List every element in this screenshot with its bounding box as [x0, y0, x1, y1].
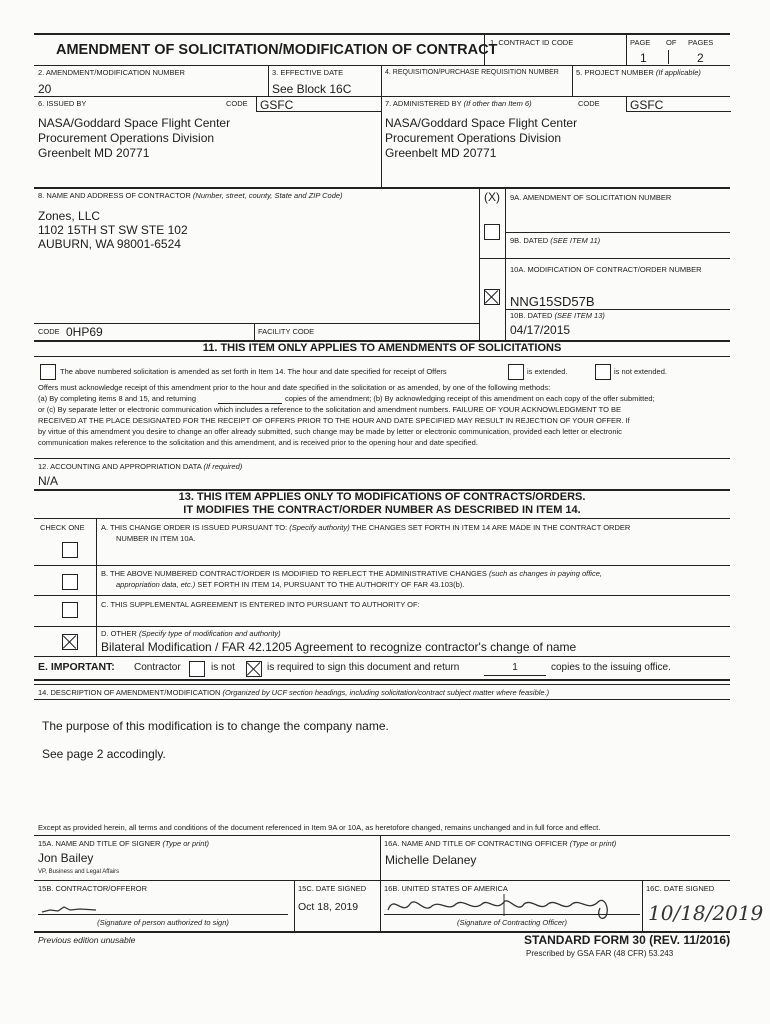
prescribed-by: Prescribed by GSA FAR (48 CFR) 53.243: [526, 949, 674, 958]
effective-date-value: See Block 16C: [272, 82, 352, 96]
divider: [642, 880, 643, 932]
divider: [668, 50, 669, 64]
option-b-text: B. THE ABOVE NUMBERED CONTRACT/ORDER IS MODIFIED TO REFLECT THE ADMINISTRATIVE CHANGES: [101, 569, 487, 578]
divider: [380, 880, 381, 932]
row-line: [34, 880, 730, 881]
row-line: [479, 258, 730, 259]
description-line1: The purpose of this modification is to change the company name.: [42, 719, 389, 733]
dated-10b-value: 04/17/2015: [510, 323, 571, 337]
divider: [381, 96, 382, 188]
admin-code-value: GSFC: [630, 98, 664, 112]
row-line: [34, 626, 730, 627]
contractor-code-value: 0HP69: [66, 325, 103, 339]
admin-address-line: NASA/Goddard Space Flight Center: [385, 116, 578, 130]
page-value: 1: [640, 51, 647, 65]
issued-address-line: NASA/Goddard Space Flight Center: [38, 116, 231, 130]
blank-line: [484, 675, 546, 676]
dated-9b-label: 9B. DATED: [510, 236, 549, 245]
officer-name: Michelle Delaney: [385, 853, 477, 867]
signer-name: Jon Bailey: [38, 851, 94, 865]
important-contractor: Contractor: [134, 662, 181, 673]
signer-name-label: 15A. NAME AND TITLE OF SIGNER: [38, 839, 161, 848]
important-copies-rest: copies to the issuing office.: [551, 662, 671, 673]
contract-number-value: NNG15SD57B: [510, 294, 595, 309]
not-extended-checkbox[interactable]: [595, 364, 611, 380]
item-11-line1: The above numbered solicitation is amended as set forth in Item 14. The hour and date specified for receipt of Offers: [60, 367, 447, 376]
is-extended-checkbox[interactable]: [508, 364, 524, 380]
date-signed-15c-value: Oct 18, 2019: [298, 901, 359, 913]
administered-by-label: 7. ADMINISTERED BY: [385, 99, 462, 108]
not-extended-label: is not extended.: [614, 367, 667, 376]
row-line: [34, 518, 730, 519]
copies-value: 1: [512, 662, 518, 673]
project-number-note: (If applicable): [655, 68, 701, 77]
row-line: [34, 356, 730, 357]
option-d-note: (Specify type of modification and authority): [138, 629, 281, 638]
standard-form: STANDARD FORM 30 (REV. 11/2016): [524, 933, 731, 947]
checkbox-10a[interactable]: [484, 289, 500, 305]
divider: [96, 518, 97, 656]
code-label: CODE: [578, 99, 600, 108]
united-states-label: 16B. UNITED STATES OF AMERICA: [384, 884, 508, 893]
option-c-text: C. THIS SUPPLEMENTAL AGREEMENT IS ENTERED INTO PURSUANT TO AUTHORITY OF:: [101, 600, 420, 609]
code-label: CODE: [226, 99, 248, 108]
amendment-number-value: 20: [38, 82, 52, 96]
accounting-value: N/A: [38, 474, 59, 488]
admin-address-line: Procurement Operations Division: [385, 131, 562, 145]
officer-signature-caption: (Signature of Contracting Officer): [456, 918, 568, 927]
divider: [505, 188, 506, 340]
blank-line: [218, 403, 282, 404]
requisition-label: 4. REQUISITION/PURCHASE REQUISITION NUMBER: [385, 69, 559, 76]
item-11-heading: 11. THIS ITEM ONLY APPLIES TO AMENDMENTS OF SOLICITATIONS: [202, 342, 562, 354]
option-b-text2: SET FORTH IN ITEM 14, PURSUANT TO THE AUTHORITY OF FAR 43.103(b).: [197, 580, 465, 589]
option-c-checkbox[interactable]: [62, 602, 78, 618]
issued-by-label: 6. ISSUED BY: [38, 99, 87, 108]
item-11-text: copies of the amendment; (b) By acknowledging receipt of this amendment on each copy of the offer submitted;: [285, 394, 655, 403]
option-a-rest: THE CHANGES SET FORTH IN ITEM 14 ARE MADE IN THE CONTRACT ORDER: [351, 523, 631, 532]
divider: [294, 880, 295, 932]
admin-address-line: Greenbelt MD 20771: [385, 146, 497, 160]
item-11-text: (a) By completing items 8 and 15, and returning: [38, 394, 197, 403]
amendment-number-label: 2. AMENDMENT/MODIFICATION NUMBER: [38, 68, 185, 77]
divider: [484, 34, 485, 65]
row-line: [34, 699, 730, 700]
item-13-heading: 13. THIS ITEM APPLIES ONLY TO MODIFICATIONS OF CONTRACTS/ORDERS.: [178, 491, 586, 503]
accounting-label: 12. ACCOUNTING AND APPROPRIATION DATA: [38, 462, 202, 471]
previous-edition: Previous edition unusable: [38, 935, 136, 945]
row-line: [34, 656, 730, 657]
contractor-city: AUBURN, WA 98001-6524: [38, 237, 181, 251]
modification-contract-label: 10A. MODIFICATION OF CONTRACT/ORDER NUMBER: [510, 265, 702, 274]
divider: [380, 835, 381, 880]
checkbox-9a[interactable]: [484, 224, 500, 240]
option-a-text2: NUMBER IN ITEM 10A.: [116, 534, 196, 543]
dated-10b-note: (SEE ITEM 13): [554, 311, 605, 320]
page-label: PAGE: [630, 38, 651, 47]
option-a-text: A. THIS CHANGE ORDER IS ISSUED PURSUANT TO:: [101, 523, 288, 532]
option-a-note: (Specify authority): [289, 523, 350, 532]
of-label: OF: [666, 38, 677, 47]
row-line: [505, 232, 730, 233]
date-signed-16c-label: 16C. DATE SIGNED: [646, 884, 715, 893]
administered-by-note: (If other than Item 6): [463, 99, 532, 108]
effective-date-label: 3. EFFECTIVE DATE: [272, 68, 344, 77]
contractor-label: 8. NAME AND ADDRESS OF CONTRACTOR: [38, 191, 191, 200]
option-d-checkbox[interactable]: [62, 634, 78, 650]
date-signed-16c-value: 10/18/2019: [648, 901, 764, 925]
solicitation-amended-checkbox[interactable]: [40, 364, 56, 380]
form-title: AMENDMENT OF SOLICITATION/MODIFICATION OF CONTRACT: [56, 42, 498, 58]
item-11-text: communication makes reference to the solicitation and this amendment, and is received prior to the opening hour and date specified.: [38, 438, 478, 447]
contractor-offeror-label: 15B. CONTRACTOR/OFFEROR: [38, 884, 148, 893]
row-line: [34, 458, 730, 459]
option-d-value: Bilateral Modification / FAR 42.1205 Agreement to recognize contractor's change of name: [101, 640, 577, 654]
row-line: [34, 679, 730, 681]
important-label: E. IMPORTANT:: [38, 661, 115, 673]
except-text: Except as provided herein, all terms and conditions of the document referenced in Item 9A or 10A, as heretofore changed, remains unchanged and in full force and effect.: [38, 823, 601, 832]
contract-id-label: 1. CONTRACT ID CODE: [490, 38, 574, 47]
contractor-street: 1102 15TH ST SW STE 102: [38, 223, 188, 237]
signer-name-note: (Type or print): [162, 839, 210, 848]
divider: [479, 188, 480, 340]
row-line: [505, 309, 730, 310]
is-required-checkbox[interactable]: [246, 661, 262, 677]
item-11-text: by virtue of this amendment you desire to change an offer already submitted, such change may be made by letter or electronic communication, provided each letter or electronic: [38, 427, 622, 436]
divider: [268, 65, 269, 96]
option-b-checkbox[interactable]: [62, 574, 78, 590]
date-signed-15c-label: 15C. DATE SIGNED: [298, 884, 367, 893]
divider: [572, 65, 573, 96]
pages-value: 2: [697, 51, 704, 65]
divider: [381, 65, 382, 96]
dated-9b-note: (SEE ITEM 11): [550, 236, 601, 245]
x-column-label: (X): [484, 190, 500, 204]
item-13-subheading: IT MODIFIES THE CONTRACT/ORDER NUMBER AS DESCRIBED IN ITEM 14.: [183, 504, 581, 516]
item-11-text: RECEIVED AT THE PLACE DESIGNATED FOR THE RECEIPT OF OFFERS PRIOR TO THE HOUR AND DATE SPECIFIED MAY RESULT IN REJECTION OF YOUR OFFER. If: [38, 416, 630, 425]
row-line: [34, 684, 730, 685]
option-b-note2: appropriation data, etc.): [116, 580, 196, 589]
divider: [254, 323, 255, 340]
amendment-solicitation-label: 9A. AMENDMENT OF SOLICITATION NUMBER: [510, 193, 672, 202]
description-label: 14. DESCRIPTION OF AMENDMENT/MODIFICATION: [38, 688, 221, 697]
contractor-signature-caption: (Signature of person authorized to sign): [97, 918, 229, 927]
row-line: [34, 565, 730, 566]
row-line: [34, 187, 730, 189]
signature-line: [38, 914, 288, 915]
dated-10b-label: 10B. DATED: [510, 311, 553, 320]
contractor-code-label: CODE: [38, 327, 60, 336]
option-d-text: D. OTHER: [101, 629, 137, 638]
divider: [626, 34, 627, 65]
officer-name-note: (Type or print): [569, 839, 617, 848]
check-one-label: CHECK ONE: [40, 523, 85, 532]
description-note: (Organized by UCF section headings, including solicitation/contract subject matter where feasible.): [222, 688, 550, 697]
option-a-checkbox[interactable]: [62, 542, 78, 558]
row-line: [34, 595, 730, 596]
officer-name-label: 16A. NAME AND TITLE OF CONTRACTING OFFICER: [384, 839, 568, 848]
contractor-label-note: (Number, street, county, State and ZIP Code): [192, 191, 343, 200]
description-line2: See page 2 accodingly.: [42, 747, 166, 761]
issued-address-line: Greenbelt MD 20771: [38, 146, 150, 160]
pages-label: PAGES: [688, 38, 714, 47]
option-b-note: (such as changes in paying office,: [489, 569, 602, 578]
row-line: [34, 65, 730, 66]
important-is-required: is required to sign this document and return: [267, 662, 460, 673]
signature-line: [384, 914, 640, 915]
signer-title: VP, Business and Legal Affairs: [38, 869, 120, 875]
is-not-checkbox[interactable]: [189, 661, 205, 677]
project-number-label: 5. PROJECT NUMBER: [576, 68, 654, 77]
accounting-note: (If required): [203, 462, 243, 471]
facility-code-label: FACILITY CODE: [258, 327, 315, 336]
important-is-not: is not: [211, 662, 235, 673]
row-line: [34, 835, 730, 836]
item-11-text: or (c) By separate letter or electronic communication which includes a reference to the solicitation and amendment numbers. FAILURE OF YOUR ACKNOWLEDGMENT TO BE: [38, 405, 622, 414]
is-extended-label: is extended.: [527, 367, 568, 376]
issued-code-value: GSFC: [260, 98, 294, 112]
item-11-text: Offers must acknowledge receipt of this amendment prior to the hour and date specified in the solicitation or as amended, by one of the following methods:: [38, 383, 551, 392]
contractor-name: Zones, LLC: [38, 209, 101, 223]
row-line: [34, 323, 479, 324]
issued-address-line: Procurement Operations Division: [38, 131, 215, 145]
